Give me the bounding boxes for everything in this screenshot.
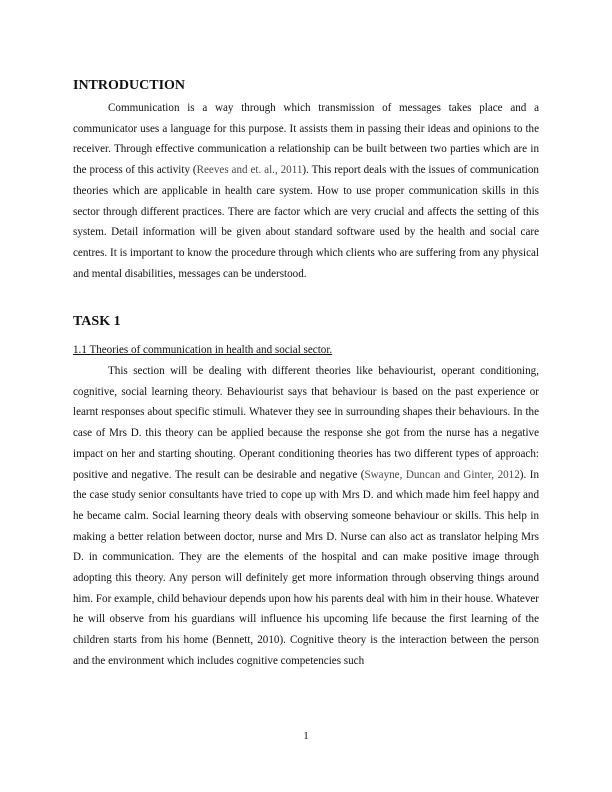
introduction-text-part1: Communication is a way through which transmission of messages takes place and a communicator uses a language for this purpose. It assists them in passing their ideas and opinions to the receiver. Through effective communication a relationship can be built between two parties which are in the process of this activity ( bbox=[73, 102, 539, 177]
introduction-citation: Reeves and et. al., 2011 bbox=[196, 164, 303, 177]
task1-text-part2: ). In the case study senior consultants have tried to cope up with Mrs D. and which made him feel happy and he became calm. Social learning theory deals with observing someone behaviour or skills. This help in making a better relation between doctor, nurse and Mrs D. Nurse can also act as translator helping Mrs D. in communication. They are the elements of the hospital and can make positive image through adopting this theory. Any person will definitely get more information through observing things around him. For example, child behaviour depends upon how his parents deal with him in their house. Whatever he will observe from his guardians will influence his upcoming life because the first learning of the children starts from his home (Bennett, 2010). Cognitive theory is the interaction between the person and the environment which includes cognitive competencies such bbox=[73, 468, 539, 667]
introduction-paragraph bbox=[73, 98, 539, 284]
introduction-text-part2: ). This report deals with the issues of communication theories which are applicable in health care system. How to use proper communication skills in this sector through different practices. There are factor which are very crucial and affects the setting of this system. Detail information will be given about standard software used by the health and social care centres. It is important to know the procedure through which clients who are suffering from any physical and mental disabilities, messages can be understood. bbox=[73, 164, 539, 280]
task1-text bbox=[73, 361, 539, 672]
task1-citation: Swayne, Duncan and Ginter, 2012 bbox=[364, 468, 520, 481]
introduction-text bbox=[73, 98, 539, 284]
task1-text-part1: This section will be dealing with different theories like behaviourist, operant conditioning, cognitive, social learning theory. Behaviourist says that behaviour is based on the past experience or learnt responses about specific stimuli. Whatever they see in surrounding shapes their behaviours. In the case of Mrs D. this theory can be applied because the response she got from the nurse has a negative impact on her and starting shouting. Operant conditioning theories has two different types of approach: positive and negative. The result can be desirable and negative ( bbox=[73, 365, 539, 481]
page-number: 1 bbox=[303, 730, 309, 742]
task1-heading: TASK 1 bbox=[73, 314, 121, 329]
task1-paragraph bbox=[73, 361, 539, 672]
task1-subheading: 1.1 Theories of communication in health and social sector. bbox=[73, 344, 333, 356]
introduction-heading: INTRODUCTION bbox=[73, 78, 186, 93]
